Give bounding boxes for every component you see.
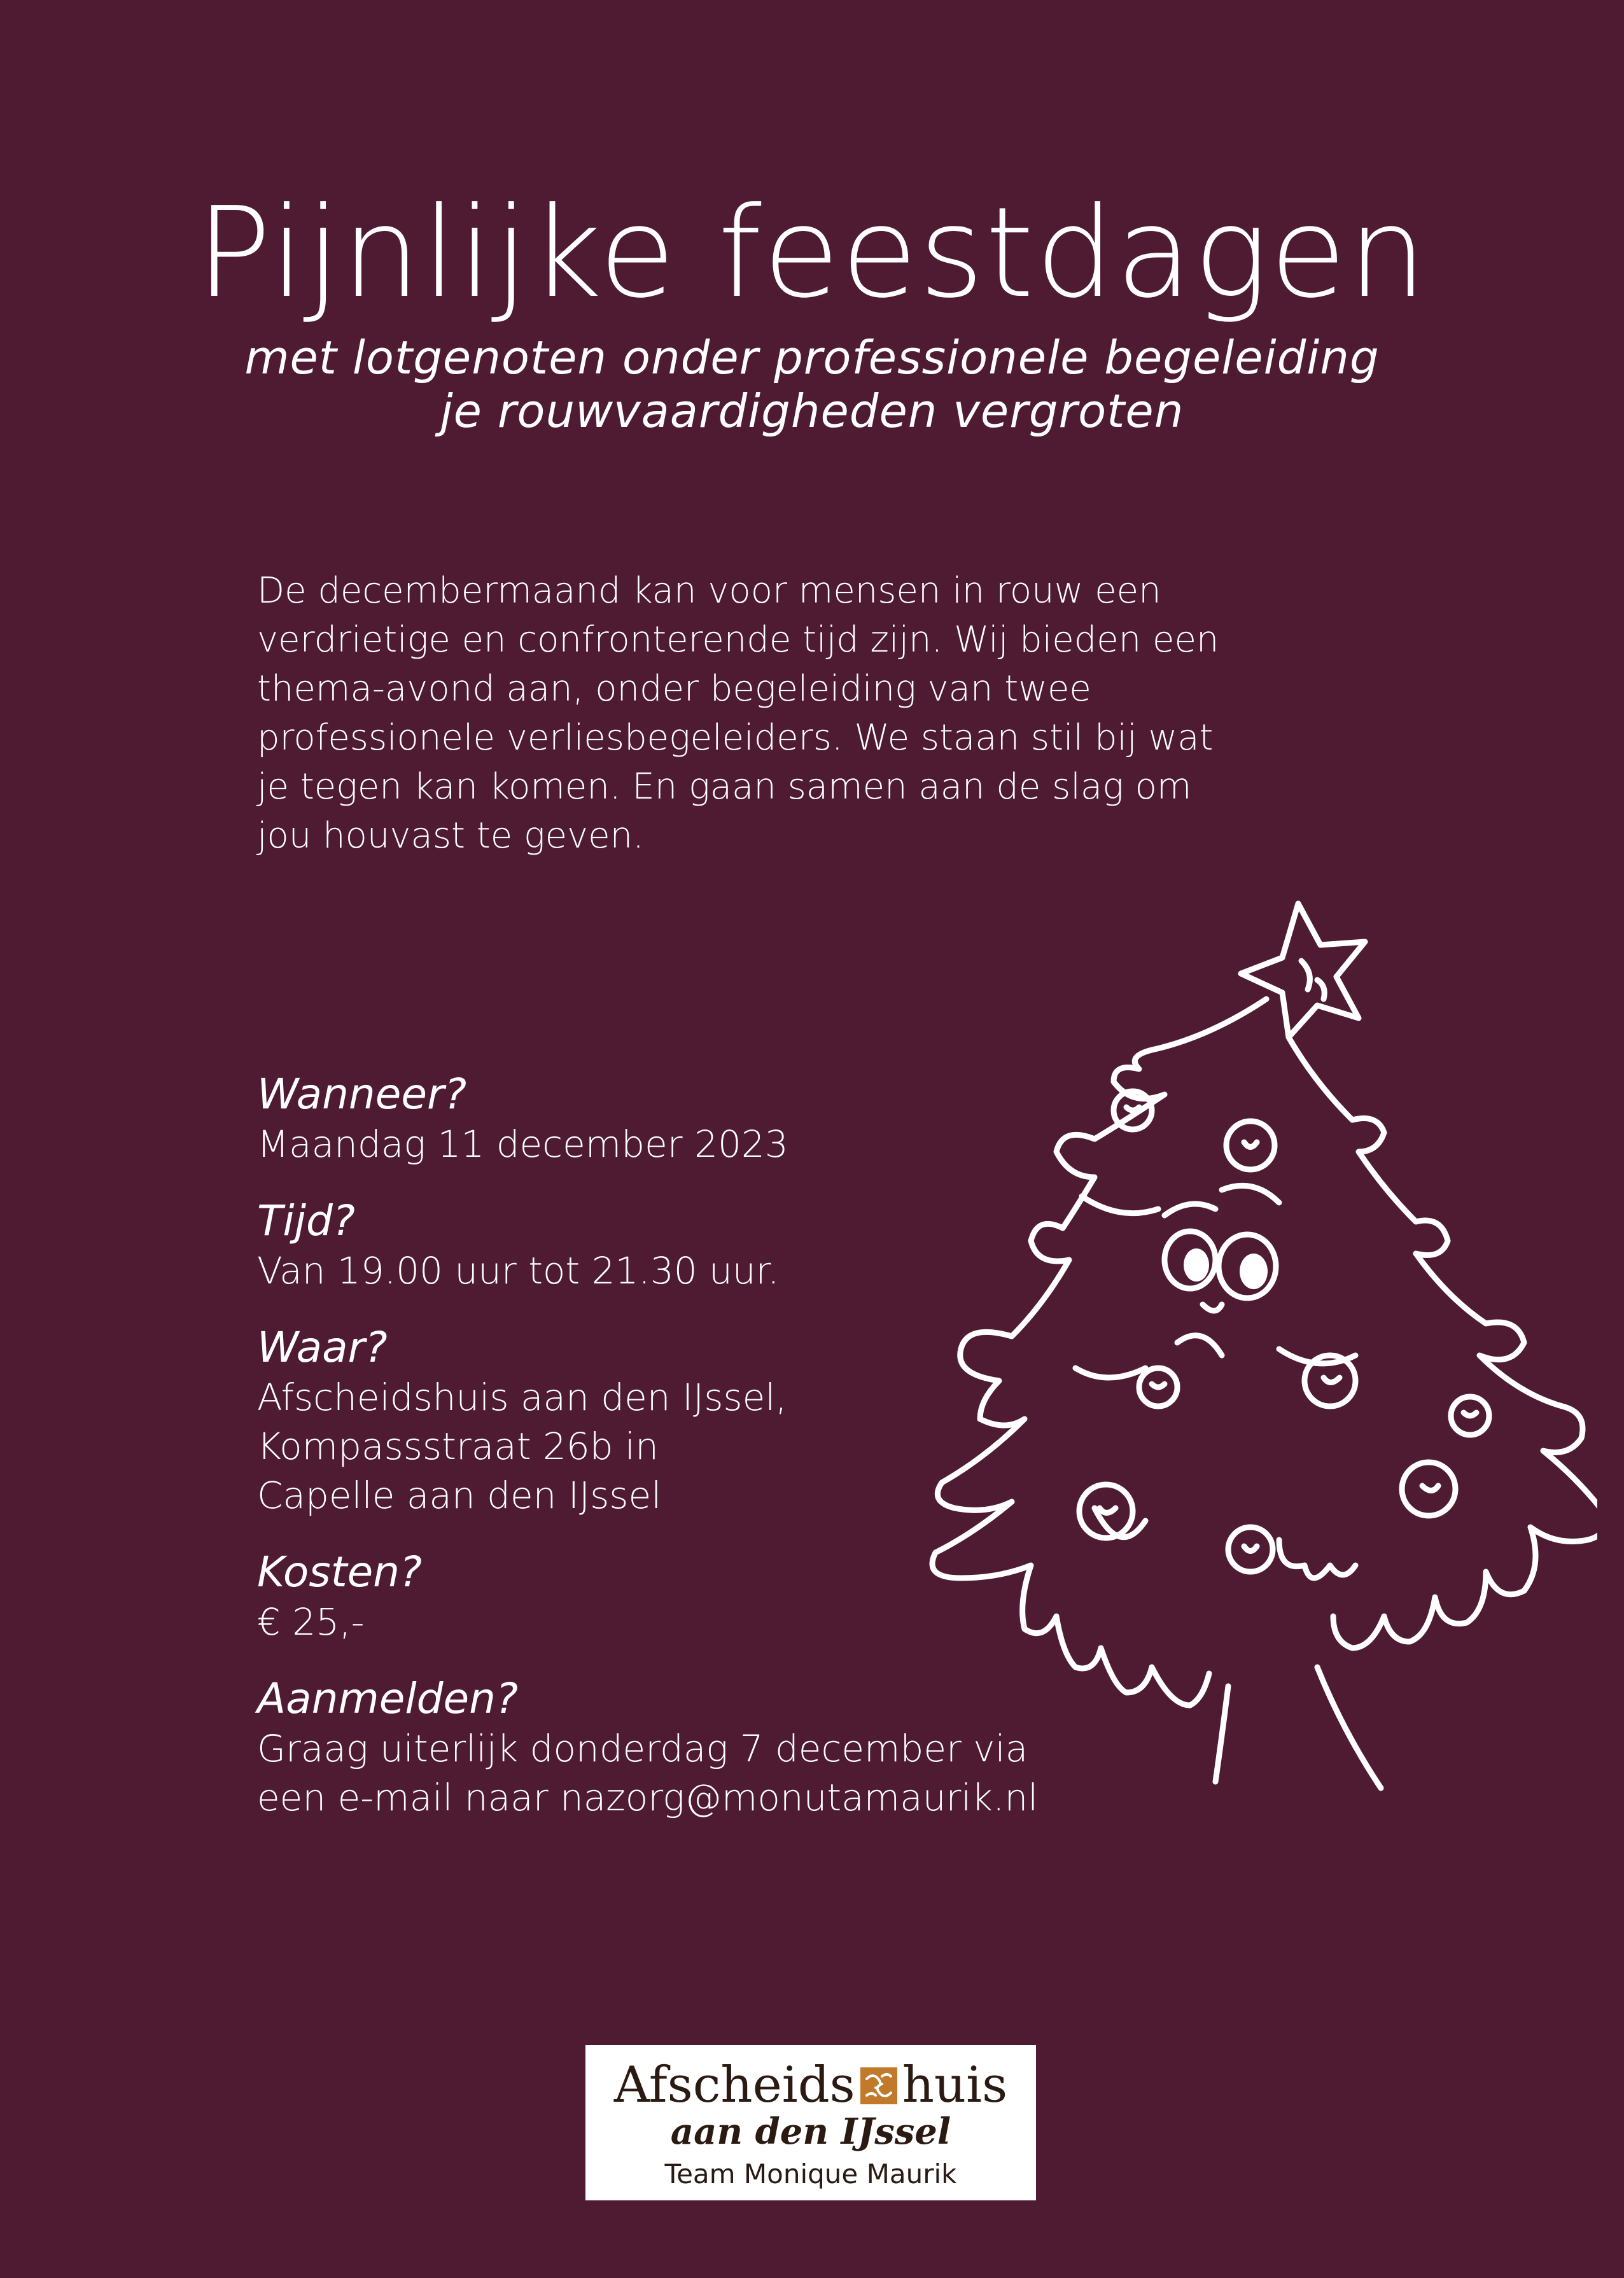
intro-line: jou houvast te geven. bbox=[257, 815, 644, 856]
subtitle-line-2: je rouwvaardigheden vergroten bbox=[440, 384, 1184, 438]
intro-line: je tegen kan komen. En gaan samen aan de slag om bbox=[257, 766, 1192, 807]
cost-answer: € 25,- bbox=[257, 1600, 365, 1644]
logo-word-1: Afscheids bbox=[613, 2057, 855, 2114]
where-line: Afscheidshuis aan den IJssel, bbox=[257, 1376, 787, 1419]
intro-paragraph bbox=[257, 566, 1326, 860]
when-question: Wanneer? bbox=[257, 1070, 467, 1119]
intro-line: De decembermaand kan voor mensen in rouw een bbox=[257, 570, 1161, 611]
logo-subtitle: aan den IJssel bbox=[670, 2111, 951, 2153]
intro-line: thema-avond aan, onder begeleiding van twee bbox=[257, 668, 1091, 709]
page-title: Pijnlijke feestdagen bbox=[196, 181, 1428, 326]
logo-team: Team Monique Maurik bbox=[664, 2158, 957, 2190]
where-line: Capelle aan den IJssel bbox=[257, 1474, 662, 1517]
logo bbox=[585, 2045, 1036, 2200]
time-question: Tijd? bbox=[257, 1196, 355, 1245]
subtitle-line-1: met lotgenoten onder professionele begeleiding bbox=[244, 331, 1380, 384]
intro-line: professionele verliesbegeleiders. We staan stil bij wat bbox=[257, 717, 1214, 758]
swirl-icon bbox=[860, 2067, 897, 2104]
register-line: een e-mail naar nazorg@monutamaurik.nl bbox=[257, 1776, 1039, 1819]
cost-question: Kosten? bbox=[257, 1548, 423, 1597]
logo-wordmark bbox=[585, 2057, 1036, 2114]
logo-word-2: huis bbox=[902, 2057, 1008, 2114]
sad-christmas-tree-icon bbox=[923, 884, 1597, 1801]
subtitle bbox=[0, 331, 1624, 438]
where-question: Waar? bbox=[257, 1323, 388, 1372]
when-answer: Maandag 11 december 2023 bbox=[257, 1122, 788, 1166]
time-answer: Van 19.00 uur tot 21.30 uur. bbox=[257, 1249, 780, 1292]
intro-line: verdrietige en confronterende tijd zijn. Wij bieden een bbox=[257, 619, 1219, 660]
register-question: Aanmelden? bbox=[257, 1674, 519, 1723]
where-line: Kompassstraat 26b in bbox=[257, 1425, 659, 1468]
register-line: Graag uiterlijk donderdag 7 december via bbox=[257, 1727, 1028, 1770]
